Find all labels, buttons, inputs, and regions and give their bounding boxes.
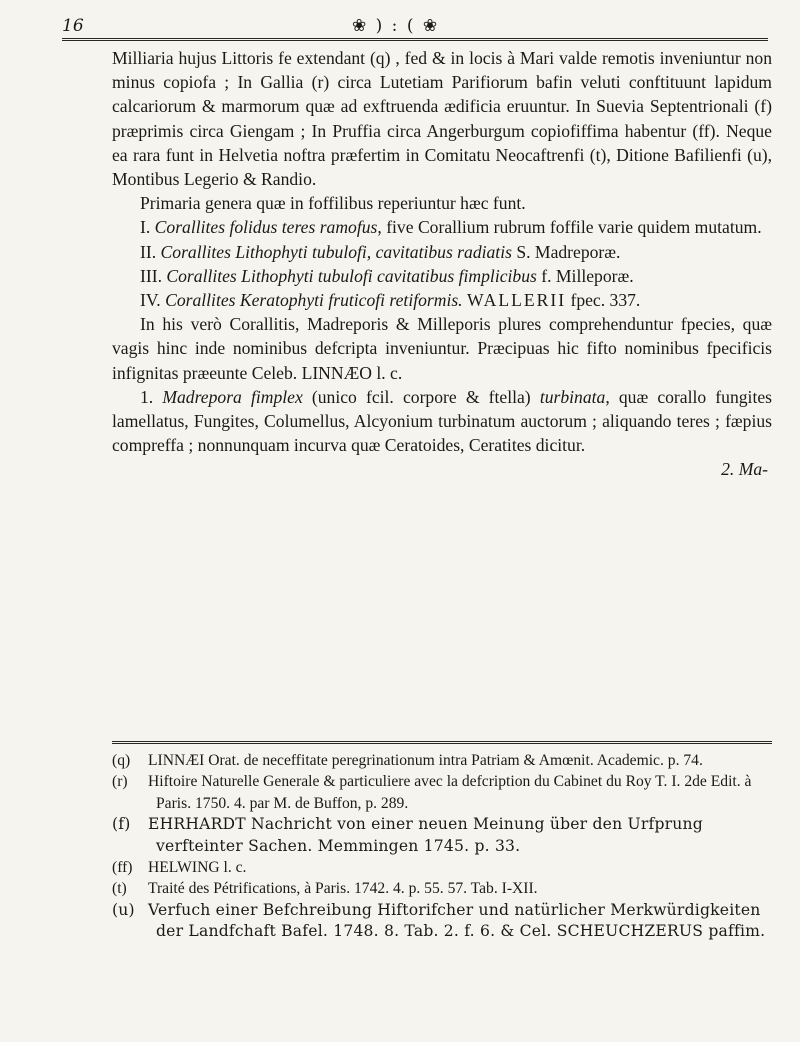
paragraph-milliaria: Milliaria hujus Littoris fe extendant (q) , fed & in locis à Mari valde remotis inveniuntur non minus copiofa ; In Gallia (r) circa Lutetiam Parifiorum bafin veluti conftituunt lapidum calcariorum & marmorum quæ ad exftruenda ædificia eruuntur. In Suevia Septentrionali (f) præprimis circa Giengam ; In Pruffia circa Angerburgum copiofiffima habentur (ff). Neque ea rara funt in Helvetia noftra præfertim in Comitatu Neocaftrenfi (t), Ditione Bafilienfi (u), Montibus Legerio & Randio. <box>112 48 772 190</box>
footnote-text: Traité des Pétrifications, à Paris. 1742. 4. p. 55. 57. Tab. I-XII. <box>148 880 538 898</box>
item-text: , quæ corallo fungites lamellatus, Fungites, Columellus, Alcyonium turbinatum auctorum ; aliquando teres ; fæpius compreffa ; nonnunquam incurva quæ Ceratoides, Ceratites dicitur. <box>112 386 772 456</box>
item-text: S. Madreporæ. <box>516 241 621 262</box>
footnote <box>112 814 772 857</box>
item-term: Corallites Lithophyti tubulofi, cavitatibus radiatis <box>160 241 512 262</box>
paragraph-in-his: In his verò Corallitis, Madreporis & Milleporis plures comprehenduntur fpecies, quæ vagis hinc inde nominibus defcripta inveniuntur. Præcipuas hic fifto nominibus fpecificis infignitas præeunte Celeb. LINNÆO l. c. <box>112 314 772 383</box>
item-term: Corallites Lithophyti tubulofi cavitatibus fimplicibus <box>166 265 537 286</box>
footnote-text: EHRHARDT Nachricht von einer neuen Meinung über den Urfprung verfteinter Sachen. Memmingen 1745. p. 33. <box>148 815 703 855</box>
item-term: Corallites folidus teres ramofus <box>154 217 378 238</box>
item-term: Madrepora fimplex <box>162 386 303 407</box>
item-label: III. <box>140 265 162 286</box>
footnote-mark: (t) <box>112 880 127 898</box>
footnote <box>112 900 772 943</box>
item-term: turbinata <box>539 386 606 407</box>
footnote-mark: (u) <box>112 900 135 919</box>
catchword: 2. Ma- <box>721 459 768 480</box>
footnote-text: LINNÆI Orat. de neceffitate peregrinationum intra Patriam & Amœnit. Academic. p. 74. <box>148 752 703 769</box>
item-label: IV. <box>140 290 161 311</box>
footnotes <box>112 750 772 943</box>
list-item <box>112 385 772 458</box>
footnote-text: Verfuch einer Befchreibung Hiftorifcher und natürlicher Merkwürdigkeiten der Landfchaft Bafel. 1748. 8. Tab. 2. f. 6. & Cel. SCHEUCHZERUS paffim. <box>148 900 766 941</box>
footnote-mark: (r) <box>112 773 128 791</box>
list-item <box>112 288 772 312</box>
list-item <box>112 215 772 239</box>
footnote-mark: (q) <box>112 752 131 769</box>
item-label: I. <box>140 217 151 238</box>
footnote-text: Hiftoire Naturelle Generale & particuliere avec la defcription du Cabinet du Roy T. I. 2de Edit. à Paris. 1750. 4. par M. de Buffon, p. 289. <box>148 773 752 812</box>
footnote <box>112 878 772 899</box>
list-item <box>112 264 772 288</box>
item-text: fpec. 337. <box>570 290 641 311</box>
footnote <box>112 857 772 878</box>
footnote-rule <box>112 741 772 744</box>
item-author: WALLERII <box>467 290 567 311</box>
header-rule <box>62 38 768 41</box>
item-label: 1. <box>140 386 154 407</box>
footnote <box>112 771 772 814</box>
paragraph-primaria: Primaria genera quæ in foffilibus reperiuntur hæc funt. <box>140 193 526 214</box>
main-text <box>112 46 772 482</box>
item-term: Corallites Keratophyti fruticofi retiformis. <box>165 290 463 311</box>
footnote-mark: (f) <box>112 815 131 834</box>
item-label: II. <box>140 241 157 262</box>
page-number: 16 <box>62 16 84 36</box>
footnote-mark: (ff) <box>112 859 133 877</box>
item-text: (unico fcil. corpore & ftella) <box>311 386 531 407</box>
list-item <box>112 240 772 264</box>
item-text: , five Corallium rubrum foffile varie quidem mutatum. <box>377 217 762 238</box>
footnote <box>112 750 772 771</box>
footnote-text: HELWING l. c. <box>148 859 247 877</box>
item-text: f. Milleporæ. <box>541 265 634 286</box>
header-ornament: ❀ ) : ( ❀ <box>352 16 440 36</box>
